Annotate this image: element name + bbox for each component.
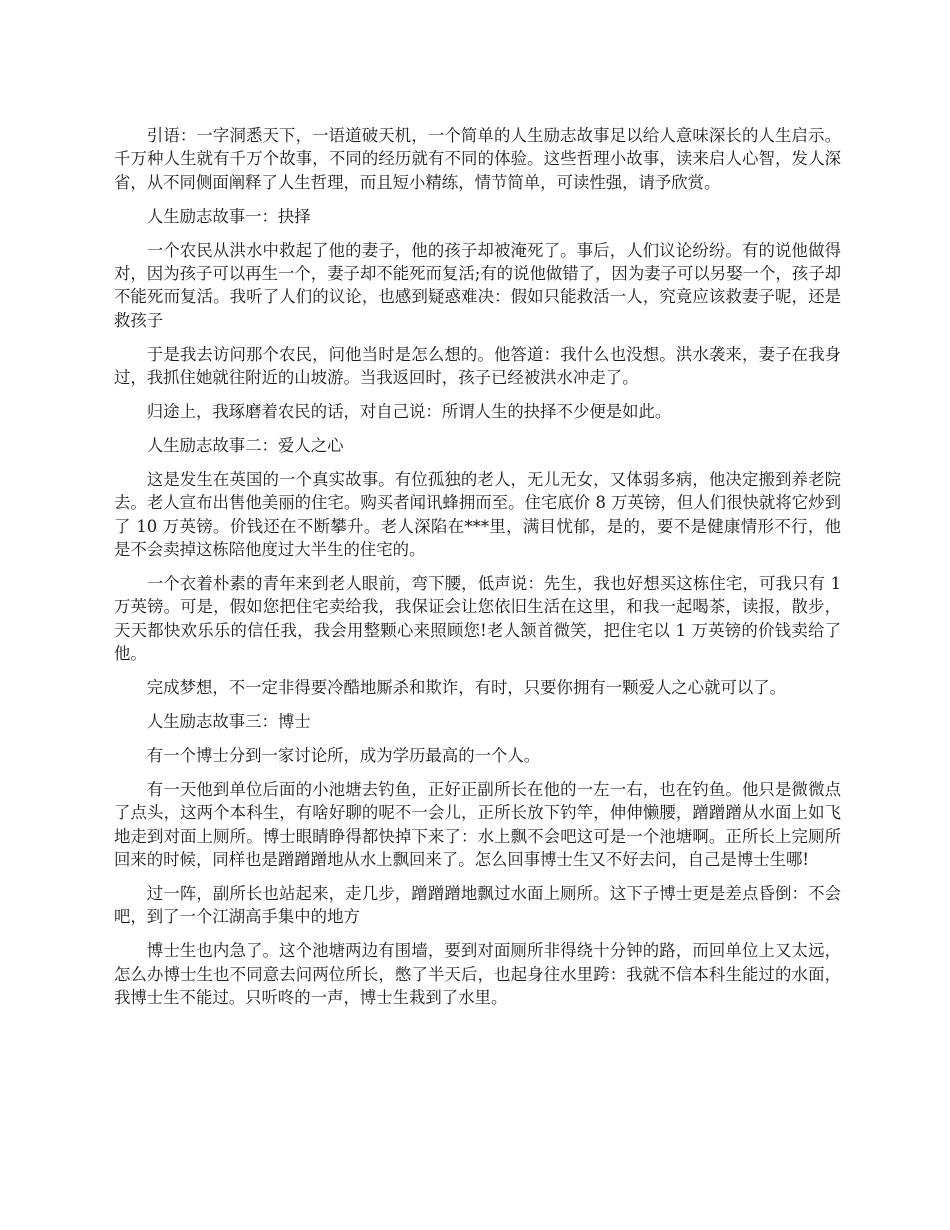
story1-paragraph-3: 归途上，我琢磨着农民的话，对自己说：所谓人生的抉择不少便是如此。 bbox=[146, 402, 672, 422]
story2-paragraph-2: 一个衣着朴素的青年来到老人眼前，弯下腰，低声说：先生，我也好想买这栋住宅，可我只有 1 万英镑。可是，假如您把住宅卖给我，我保证会让您依旧生活在这里，和我一起喝茶，读报，散步，天天都快欢乐乐的信任我，我会用整颗心来照顾您!老人颔首微笑，把住宅以 1 万英镑的价钱卖给了他。 bbox=[114, 574, 841, 664]
story3-paragraph-4: 博士生也内急了。这个池塘两边有围墙，要到对面厕所非得绕十分钟的路，而回单位上又太远，怎么办博士生也不同意去问两位所长，憋了半天后，也起身往水里跨：我就不信本科生能过的水面，我博士生不能过。只听咚的一声，博士生栽到了水里。 bbox=[114, 941, 841, 1008]
story3-heading: 人生励志故事三：博士 bbox=[146, 712, 311, 732]
story3-paragraph-3: 过一阵，副所长也站起来，走几步，蹭蹭蹭地飘过水面上厕所。这下子博士更是差点昏倒：不会吧，到了一个江湖高手集中的地方 bbox=[114, 883, 841, 927]
story2-heading: 人生励志故事二：爱人之心 bbox=[146, 435, 344, 455]
story2-paragraph-1: 这是发生在英国的一个真实故事。有位孤独的老人，无儿无女，又体弱多病，他决定搬到养老院去。老人宣布出售他美丽的住宅。购买者闻讯蜂拥而至。住宅底价 8 万英镑，但人们很快就将它炒到了 10 万英镑。价钱还在不断攀升。老人深陷在***里，满目忧郁，是的，要不是健康情形不行，他是不会卖掉这栋陪他度过大半生的住宅的。 bbox=[114, 469, 841, 560]
intro-paragraph: 引语：一字洞悉天下，一语道破天机，一个简单的人生励志故事足以给人意味深长的人生启示。千万种人生就有千万个故事，不同的经历就有不同的体验。这些哲理小故事，读来启人心智，发人深省，从不同侧面阐释了人生哲理，而且短小精练，情节简单，可读性强，请予欣赏。 bbox=[114, 126, 841, 192]
story2-paragraph-3: 完成梦想，不一定非得要冷酷地厮杀和欺诈，有时，只要你拥有一颗爱人之心就可以了。 bbox=[146, 678, 787, 698]
document-body bbox=[114, 124, 841, 1020]
story1-heading: 人生励志故事一：抉择 bbox=[146, 206, 311, 226]
story3-paragraph-1: 有一个博士分到一家讨论所，成为学历最高的一个人。 bbox=[146, 745, 541, 765]
story3-paragraph-2: 有一天他到单位后面的小池塘去钓鱼，正好正副所长在他的一左一右，也在钓鱼。他只是微微点了点头，这两个本科生，有啥好聊的呢不一会儿，正所长放下钓竿，伸伸懒腰，蹭蹭蹭从水面上如飞地走到对面上厕所。博士眼睛睁得都快掉下来了：水上飘不会吧这可是一个池塘啊。正所长上完厕所回来的时候，同样也是蹭蹭蹭地从水上飘回来了。怎么回事博士生又不好去问，自己是博士生哪! bbox=[114, 779, 841, 870]
story1-paragraph-1: 一个农民从洪水中救起了他的妻子，他的孩子却被淹死了。事后，人们议论纷纷。有的说他做得对，因为孩子可以再生一个，妻子却不能死而复活;有的说他做错了，因为妻子可以另娶一个，孩子却不能死而复活。我听了人们的议论，也感到疑惑难决：假如只能救活一人，究竟应该救妻子呢，还是救孩子 bbox=[114, 240, 841, 330]
story1-paragraph-2: 于是我去访问那个农民，问他当时是怎么想的。他答道：我什么也没想。洪水袭来，妻子在我身过，我抓住她就往附近的山坡游。当我返回时，孩子已经被洪水冲走了。 bbox=[114, 344, 841, 388]
